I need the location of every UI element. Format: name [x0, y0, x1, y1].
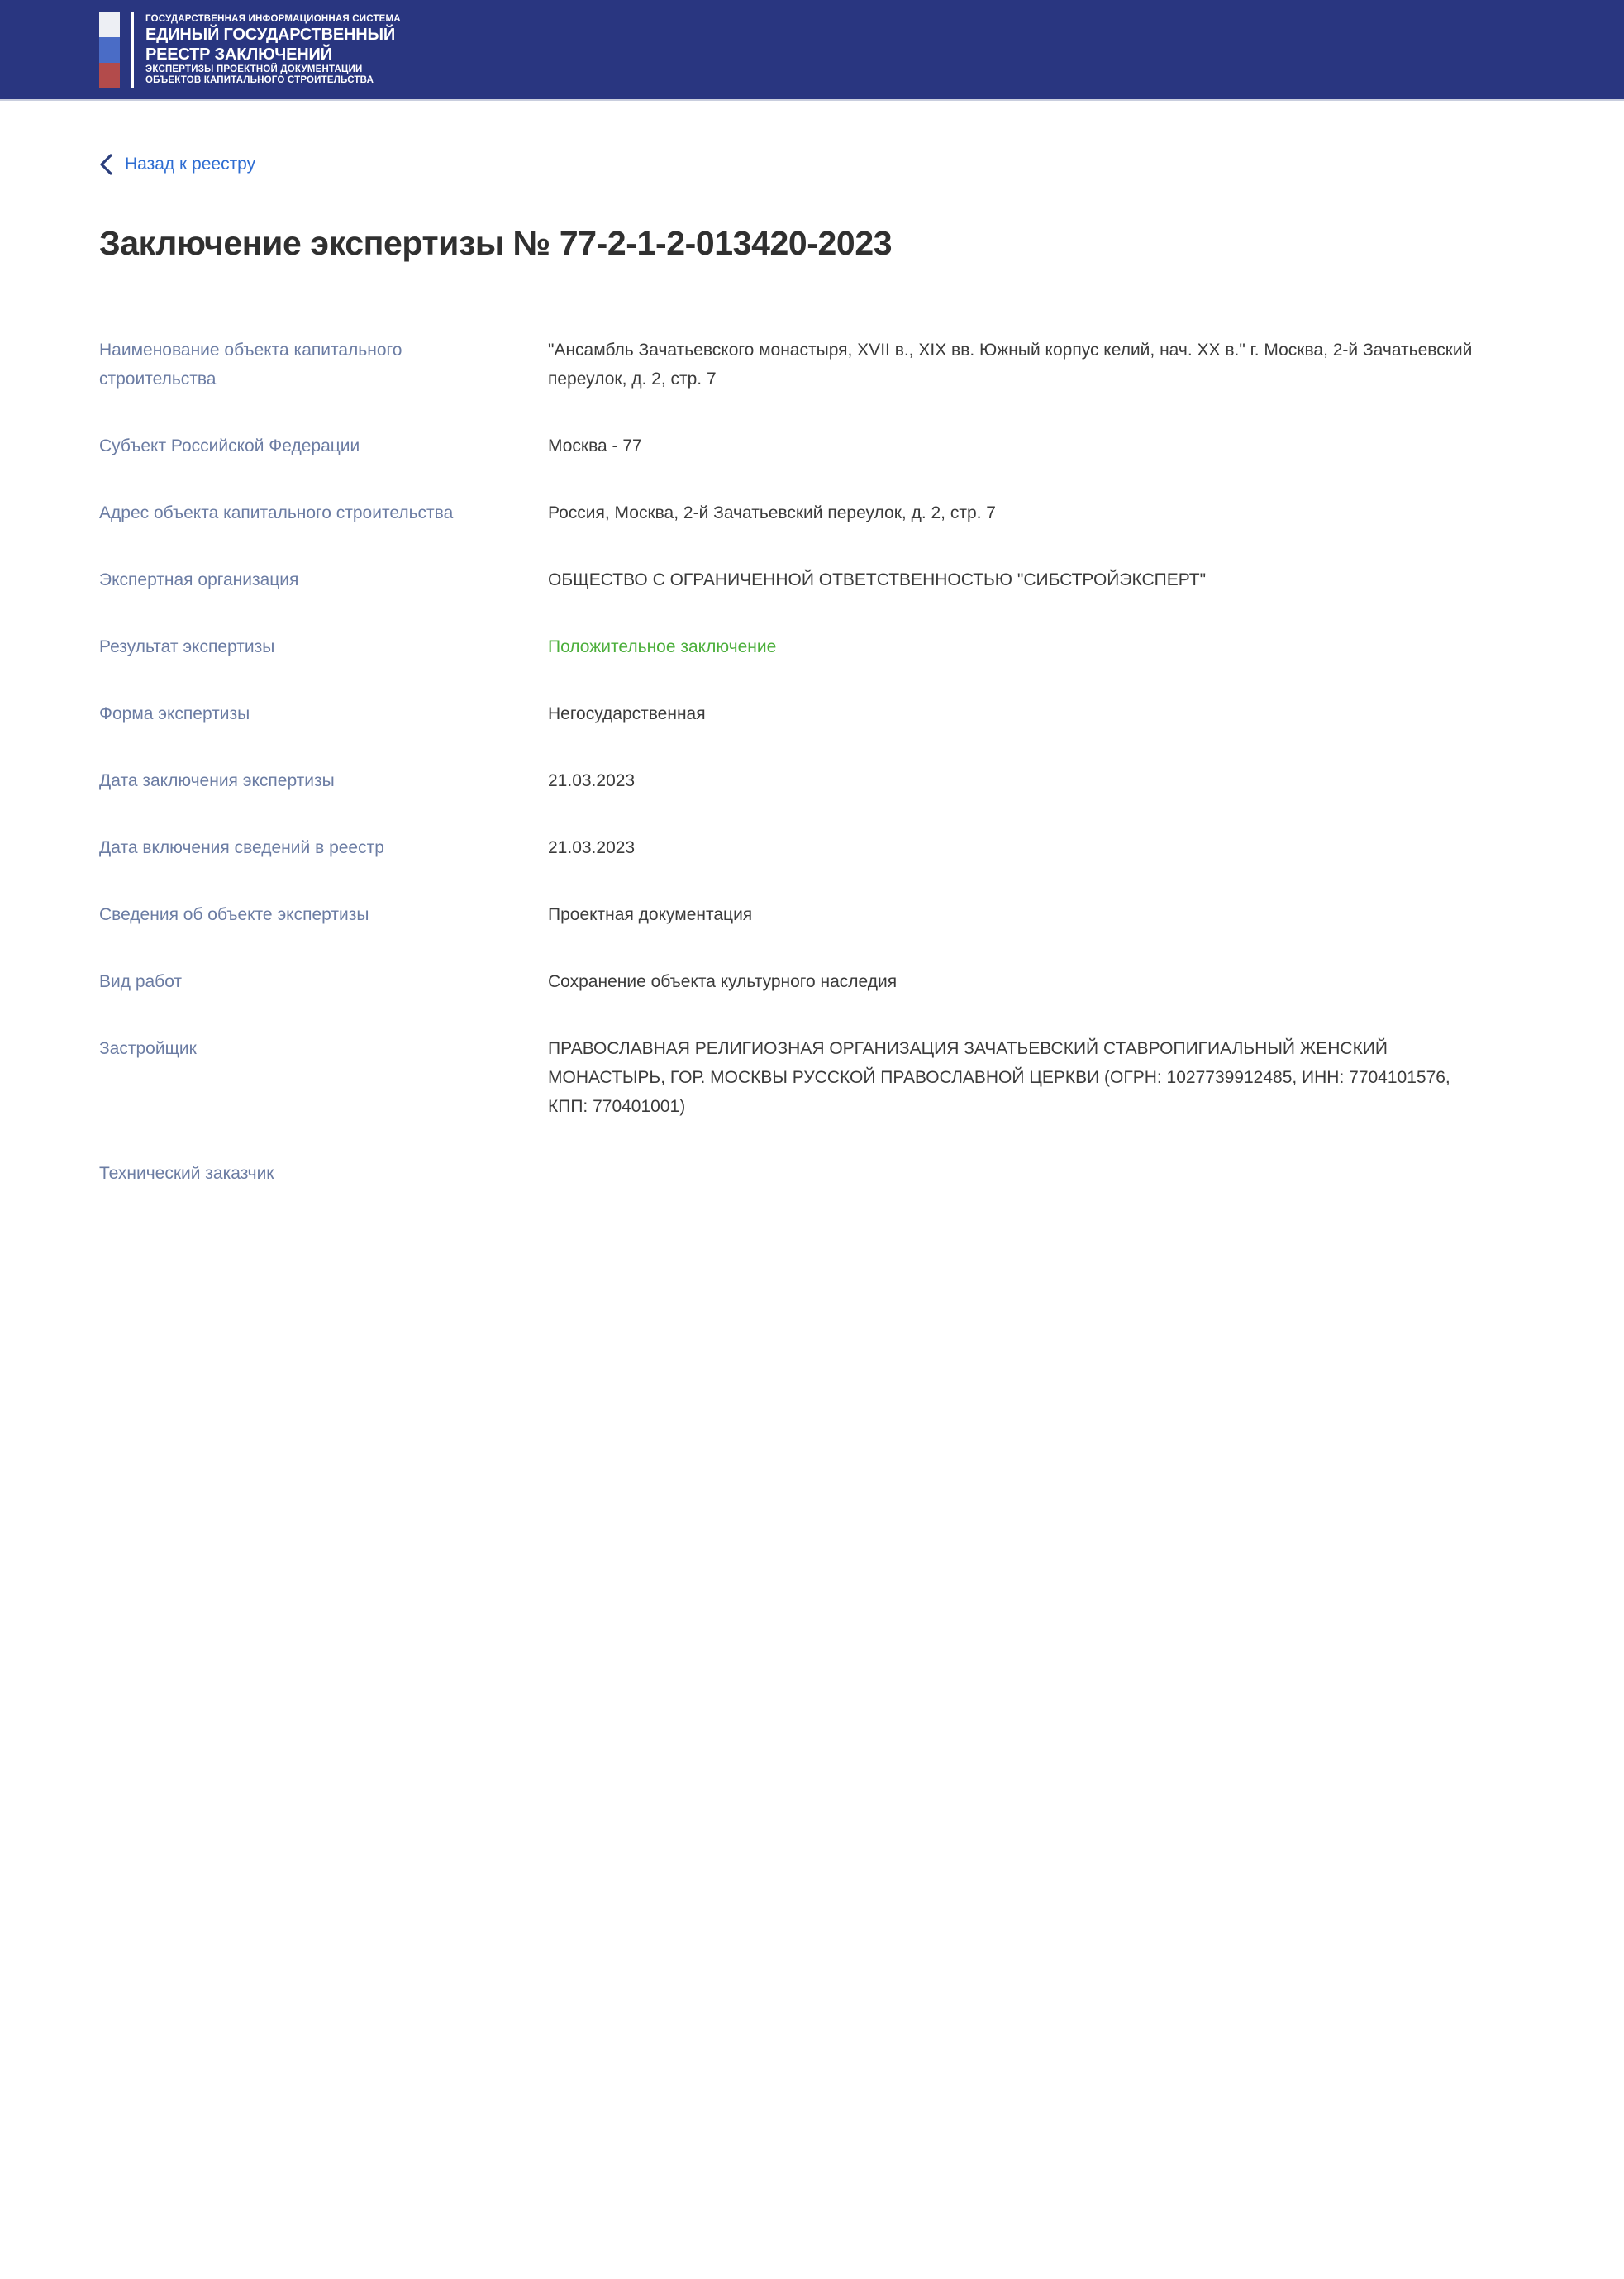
- detail-label: Вид работ: [99, 972, 183, 991]
- detail-row-federation-subject: [99, 431, 1525, 460]
- detail-label: Технический заказчик: [99, 1164, 274, 1183]
- detail-row-expertise-result: [99, 632, 1525, 661]
- detail-row-registry-inclusion-date: [99, 833, 1525, 862]
- app-header: [0, 0, 1624, 101]
- detail-label: Застройщик: [99, 1039, 197, 1058]
- detail-value: ОБЩЕСТВО С ОГРАНИЧЕННОЙ ОТВЕТСТВЕННОСТЬЮ "СИБСТРОЙЭКСПЕРТ": [548, 570, 1207, 589]
- back-link-label: Назад к реестру: [125, 155, 256, 174]
- logo-subtitle-line1: ЭКСПЕРТИЗЫ ПРОЕКТНОЙ ДОКУМЕНТАЦИИ: [145, 64, 363, 74]
- detail-value: Сохранение объекта культурного наследия: [548, 972, 898, 991]
- detail-row-developer: [99, 1034, 1525, 1121]
- russian-flag-icon: [99, 12, 120, 88]
- detail-label: Форма экспертизы: [99, 704, 250, 723]
- egrz-logo[interactable]: [99, 12, 401, 88]
- detail-row-expert-organization: [99, 565, 1525, 594]
- logo-title-line2: РЕЕСТР ЗАКЛЮЧЕНИЙ: [145, 45, 332, 64]
- detail-value: Москва - 77: [548, 436, 642, 455]
- detail-row-conclusion-date: [99, 766, 1525, 795]
- detail-value: [548, 1159, 1494, 1188]
- detail-row-technical-customer: [99, 1159, 1525, 1188]
- detail-label: Адрес объекта капитального строительства: [99, 503, 454, 522]
- chevron-left-icon: [99, 154, 112, 175]
- expertise-result-status: Положительное заключение: [548, 637, 777, 656]
- detail-value: 21.03.2023: [548, 838, 636, 857]
- detail-label: Субъект Российской Федерации: [99, 436, 360, 455]
- detail-label: Сведения об объекте экспертизы: [99, 905, 369, 924]
- detail-row-expertise-form: [99, 699, 1525, 728]
- detail-value: ПРАВОСЛАВНАЯ РЕЛИГИОЗНАЯ ОРГАНИЗАЦИЯ ЗАЧАТЬЕВСКИЙ СТАВРОПИГИАЛЬНЫЙ ЖЕНСКИЙ МОНАСТЫРЬ, ГОР. МОСКВЫ РУССКОЙ ПРАВОСЛАВНОЙ ЦЕРКВИ (ОГРН: 1027739912485, ИНН: 7704101576, КПП: 770401001): [548, 1039, 1450, 1116]
- detail-row-work-type: [99, 967, 1525, 996]
- detail-value: 21.03.2023: [548, 771, 636, 790]
- page-title: Заключение экспертизы № 77-2-1-2-013420-2023: [99, 224, 893, 262]
- detail-value: Россия, Москва, 2-й Зачатьевский переулок, д. 2, стр. 7: [548, 503, 996, 522]
- detail-label: Дата включения сведений в реестр: [99, 838, 384, 857]
- detail-row-object-address: [99, 498, 1525, 527]
- logo-divider: [131, 12, 134, 88]
- detail-value: "Ансамбль Зачатьевского монастыря, XVII в., XIX вв. Южный корпус келий, нач. XX в." г. Москва, 2-й Зачатьевский переулок, д. 2, стр. 7: [548, 341, 1473, 389]
- detail-value: Проектная документация: [548, 905, 753, 924]
- detail-label: Дата заключения экспертизы: [99, 771, 335, 790]
- logo-subtitle-line2: ОБЪЕКТОВ КАПИТАЛЬНОГО СТРОИТЕЛЬСТВА: [145, 74, 374, 85]
- detail-label: Наименование объекта капитального строительства: [99, 341, 402, 389]
- conclusion-detail-page: [0, 101, 1624, 1188]
- detail-label: Экспертная организация: [99, 570, 299, 589]
- logo-title-line1: ЕДИНЫЙ ГОСУДАРСТВЕННЫЙ: [145, 25, 396, 44]
- conclusion-details-list: [99, 336, 1525, 1188]
- logo-system-label: ГОСУДАРСТВЕННАЯ ИНФОРМАЦИОННАЯ СИСТЕМА: [145, 13, 401, 24]
- detail-row-expertise-object-info: [99, 900, 1525, 929]
- detail-row-object-name: [99, 336, 1525, 393]
- back-to-registry-link[interactable]: [99, 154, 255, 175]
- detail-label: Результат экспертизы: [99, 637, 275, 656]
- detail-value: Негосударственная: [548, 704, 706, 723]
